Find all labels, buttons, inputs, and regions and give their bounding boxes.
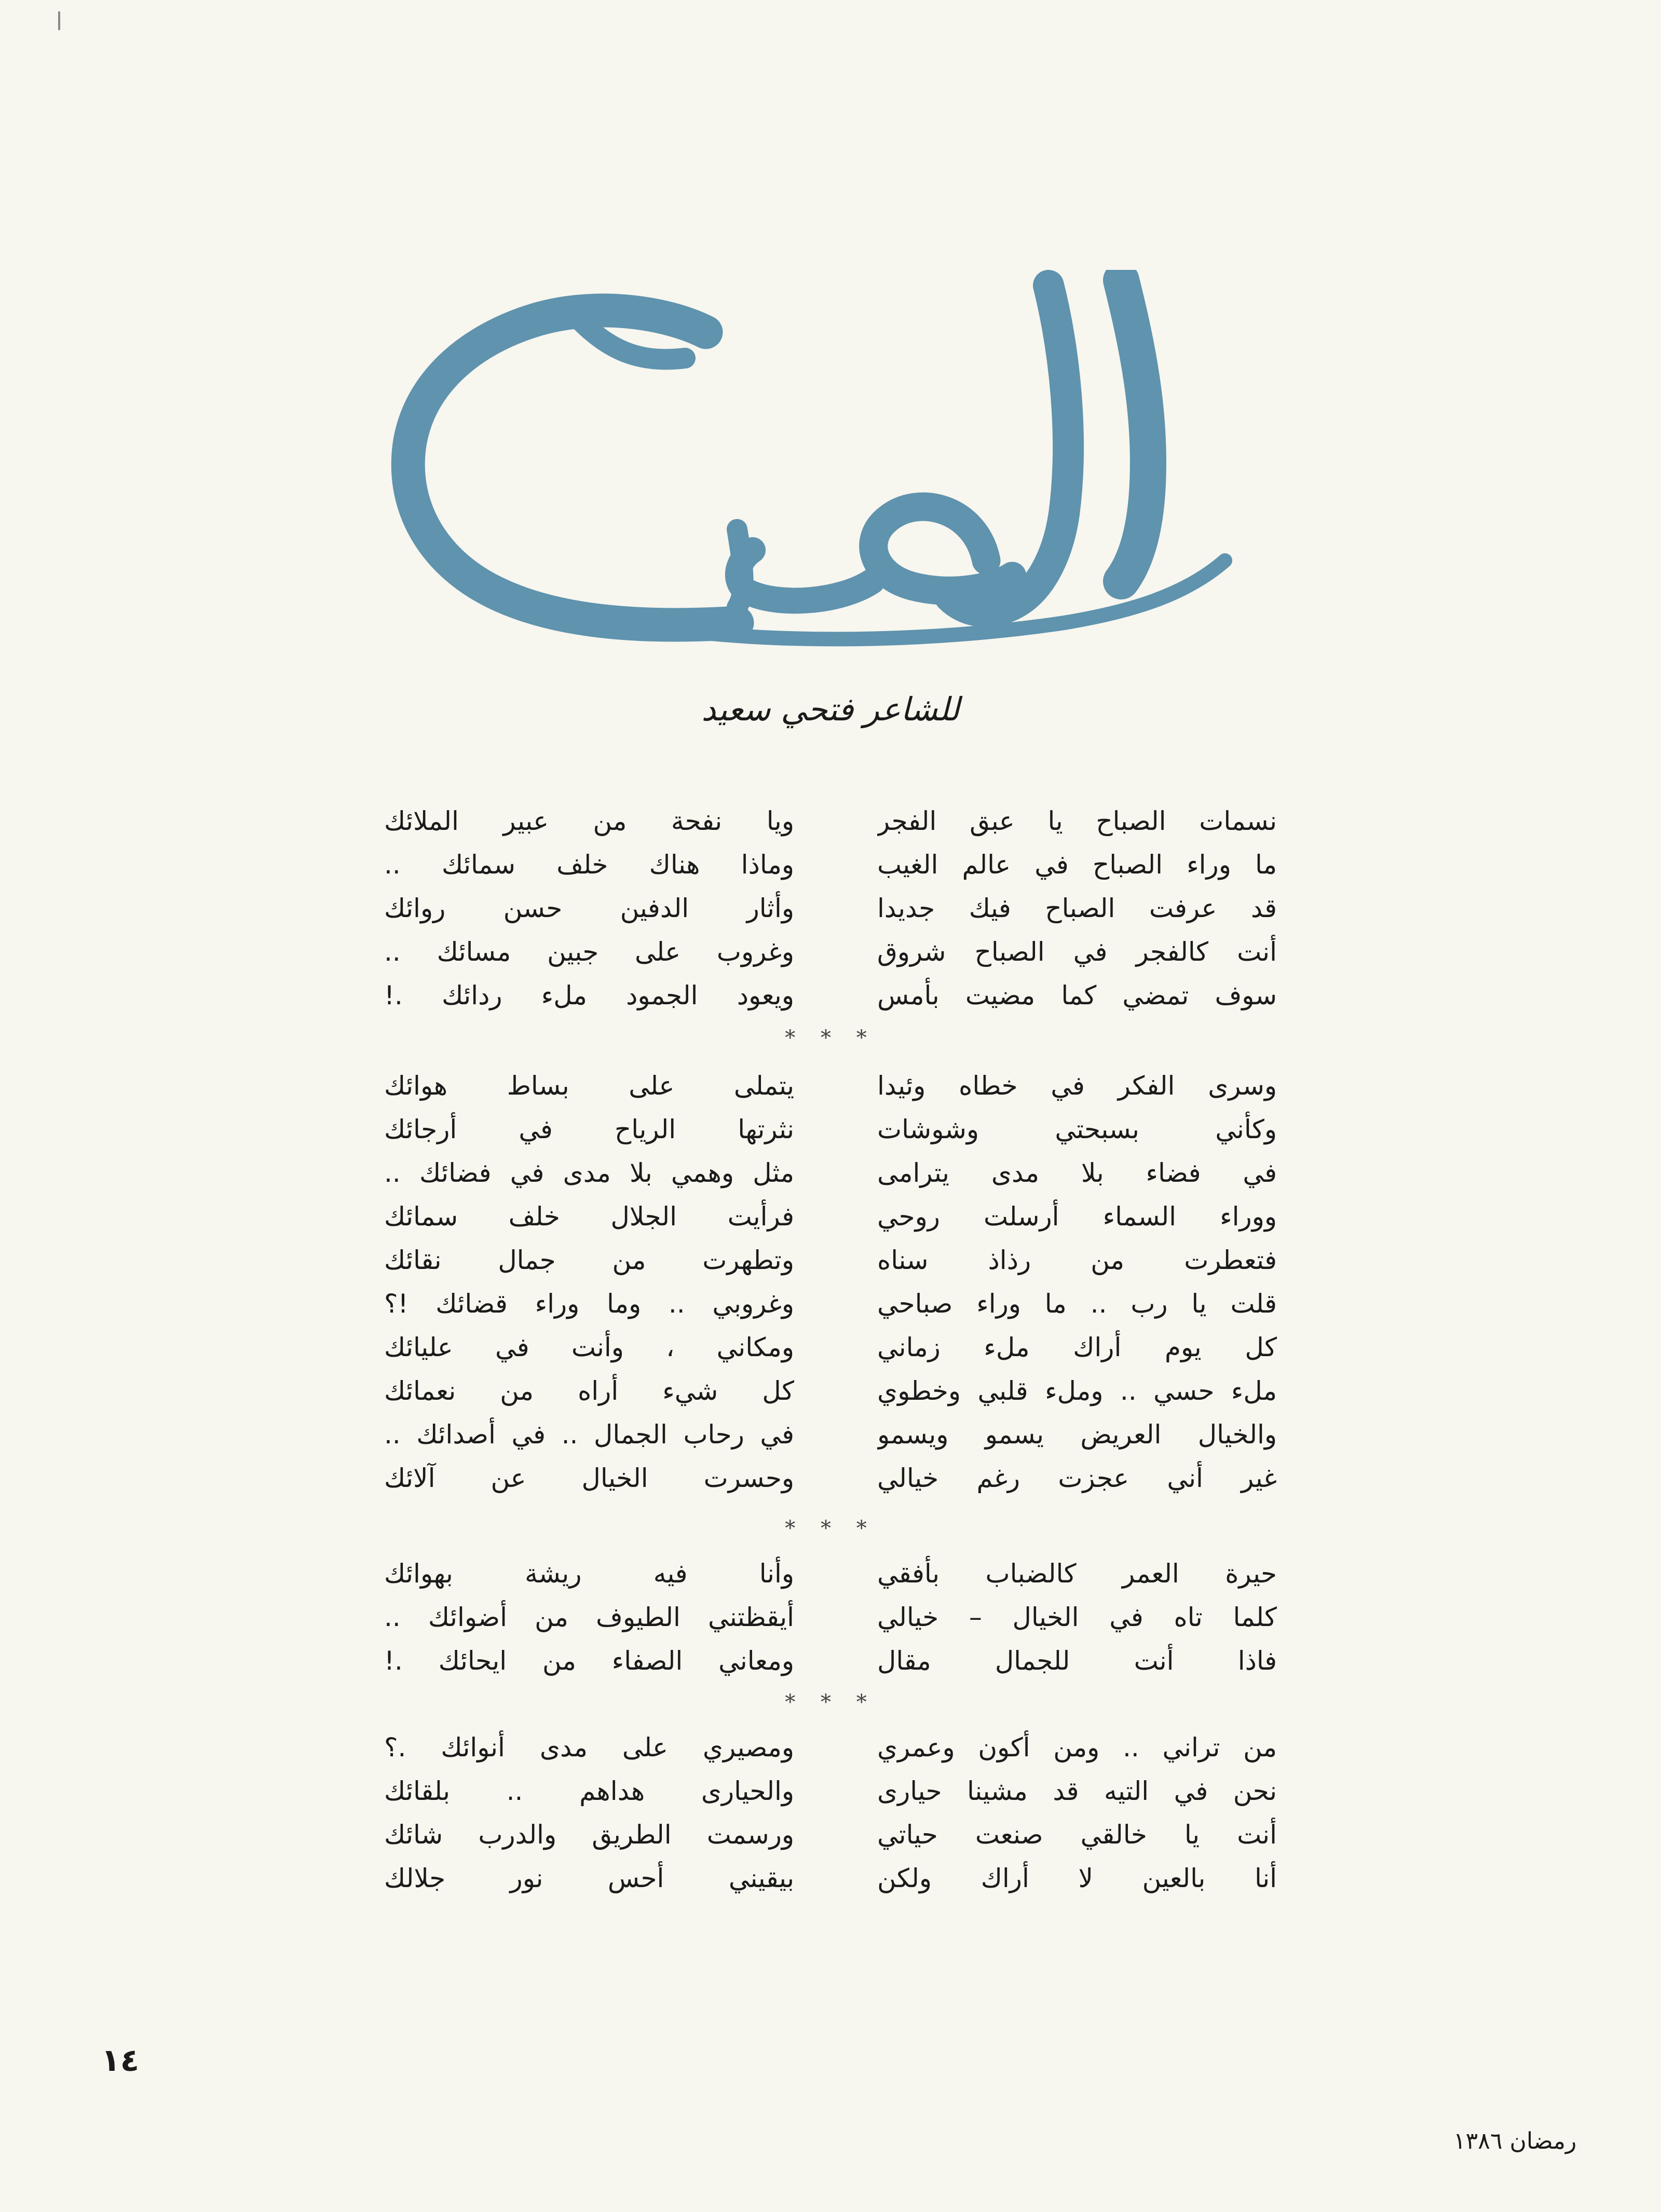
verse-line xyxy=(0,1238,1661,1282)
verse-line xyxy=(0,1108,1661,1151)
first-hemistich: غير أني عجزت رغم خيالي xyxy=(877,1463,1277,1493)
second-hemistich: ومعاني الصفاء من ايحائك .! xyxy=(384,1646,794,1676)
first-hemistich: ملء حسي .. وملء قلبي وخطوي xyxy=(877,1376,1277,1406)
poet-byline: للشاعر فتحي سعيد xyxy=(701,690,960,728)
pin-mark xyxy=(58,11,60,30)
second-hemistich: وتطهرت من جمال نقائك xyxy=(384,1245,794,1275)
verse-line xyxy=(0,886,1661,930)
verse-line xyxy=(0,974,1661,1017)
verse-line xyxy=(0,1326,1661,1369)
first-hemistich: وسرى الفكر في خطاه وئيدا xyxy=(877,1071,1277,1101)
verse-line xyxy=(0,1369,1661,1413)
stanza-separator: * * * xyxy=(785,1690,876,1714)
first-hemistich: وكأني بسبحتي وشوشات xyxy=(877,1114,1277,1144)
verse-line xyxy=(0,930,1661,974)
calligraphic-title xyxy=(374,270,1287,664)
verse-line xyxy=(0,1639,1661,1683)
second-hemistich: فرأيت الجلال خلف سمائك xyxy=(384,1201,794,1232)
verse-line xyxy=(0,843,1661,886)
first-hemistich: كل يوم أراك ملء زماني xyxy=(877,1332,1277,1362)
first-hemistich: كلما تاه في الخيال – خيالي xyxy=(877,1602,1277,1632)
stanza-separator: * * * xyxy=(785,1026,876,1050)
first-hemistich: نسمات الصباح يا عبق الفجر xyxy=(877,806,1277,836)
second-hemistich: ويا نفحة من عبير الملائك xyxy=(384,806,794,836)
second-hemistich: وماذا هناك خلف سمائك .. xyxy=(384,850,794,880)
first-hemistich: قلت يا رب .. ما وراء صباحي xyxy=(877,1289,1277,1319)
first-hemistich: فتعطرت من رذاذ سناه xyxy=(877,1245,1277,1275)
second-hemistich: ومصيري على مدى أنوائك .؟ xyxy=(384,1732,794,1763)
stanza-3 xyxy=(0,1552,1661,1683)
stanza-1 xyxy=(0,799,1661,1017)
verse-line xyxy=(0,1813,1661,1856)
second-hemistich: ويعود الجمود ملء ردائك .! xyxy=(384,980,794,1011)
first-hemistich: نحن في التيه قد مشينا حيارى xyxy=(877,1776,1277,1806)
first-hemistich: والخيال العريض يسمو ويسمو xyxy=(877,1419,1277,1450)
second-hemistich: وأثار الدفين حسن روائك xyxy=(384,893,794,923)
second-hemistich: وأنا فيه ريشة بهوائك xyxy=(384,1559,794,1589)
title-calligraphy-drawing xyxy=(374,270,1287,664)
first-hemistich: قد عرفت الصباح فيك جديدا xyxy=(877,893,1277,923)
second-hemistich: مثل وهمي بلا مدى في فضائك .. xyxy=(384,1158,794,1188)
second-hemistich: نثرتها الرياح في أرجائك xyxy=(384,1114,794,1144)
verse-line xyxy=(0,1856,1661,1900)
second-hemistich: ورسمت الطريق والدرب شائك xyxy=(384,1820,794,1850)
first-hemistich: أنا بالعين لا أراك ولكن xyxy=(877,1863,1277,1893)
second-hemistich: وحسرت الخيال عن آلائك xyxy=(384,1463,794,1493)
first-hemistich: من تراني .. ومن أكون وعمري xyxy=(877,1732,1277,1763)
verse-line xyxy=(0,1552,1661,1595)
verse-line xyxy=(0,1769,1661,1813)
first-hemistich: أنت يا خالقي صنعت حياتي xyxy=(877,1820,1277,1850)
second-hemistich: بيقيني أحس نور جلالك xyxy=(384,1863,794,1893)
second-hemistich: في رحاب الجمال .. في أصدائك .. xyxy=(384,1419,794,1450)
issue-date: رمضان ١٣٨٦ xyxy=(1453,2128,1577,2154)
stanza-4 xyxy=(0,1726,1661,1900)
stanza-2 xyxy=(0,1064,1661,1500)
second-hemistich: كل شيء أراه من نعمائك xyxy=(384,1376,794,1406)
first-hemistich: سوف تمضي كما مضيت بأمس xyxy=(877,980,1277,1011)
first-hemistich: فاذا أنت للجمال مقال xyxy=(877,1646,1277,1676)
second-hemistich: ومكاني ، وأنت في عليائك xyxy=(384,1332,794,1362)
second-hemistich: أيقظتني الطيوف من أضوائك .. xyxy=(384,1602,794,1632)
verse-line xyxy=(0,1064,1661,1108)
verse-line xyxy=(0,799,1661,843)
first-hemistich: في فضاء بلا مدى يترامى xyxy=(877,1158,1277,1188)
second-hemistich: وغروبي .. وما وراء قضائك !؟ xyxy=(384,1289,794,1319)
second-hemistich: وغروب على جبين مسائك .. xyxy=(384,937,794,967)
verse-line xyxy=(0,1595,1661,1639)
stanza-separator: * * * xyxy=(785,1517,876,1540)
second-hemistich: والحيارى هداهم .. بلقائك xyxy=(384,1776,794,1806)
verse-line xyxy=(0,1726,1661,1769)
page-number: ١٤ xyxy=(101,2042,140,2079)
second-hemistich: يتملى على بساط هوائك xyxy=(384,1071,794,1101)
verse-line xyxy=(0,1282,1661,1326)
verse-line xyxy=(0,1151,1661,1195)
verse-line xyxy=(0,1195,1661,1238)
first-hemistich: ووراء السماء أرسلت روحي xyxy=(877,1201,1277,1232)
first-hemistich: حيرة العمر كالضباب بأفقي xyxy=(877,1559,1277,1589)
first-hemistich: ما وراء الصباح في عالم الغيب xyxy=(877,850,1277,880)
first-hemistich: أنت كالفجر في الصباح شروق xyxy=(877,937,1277,967)
verse-line xyxy=(0,1456,1661,1500)
verse-line xyxy=(0,1413,1661,1456)
